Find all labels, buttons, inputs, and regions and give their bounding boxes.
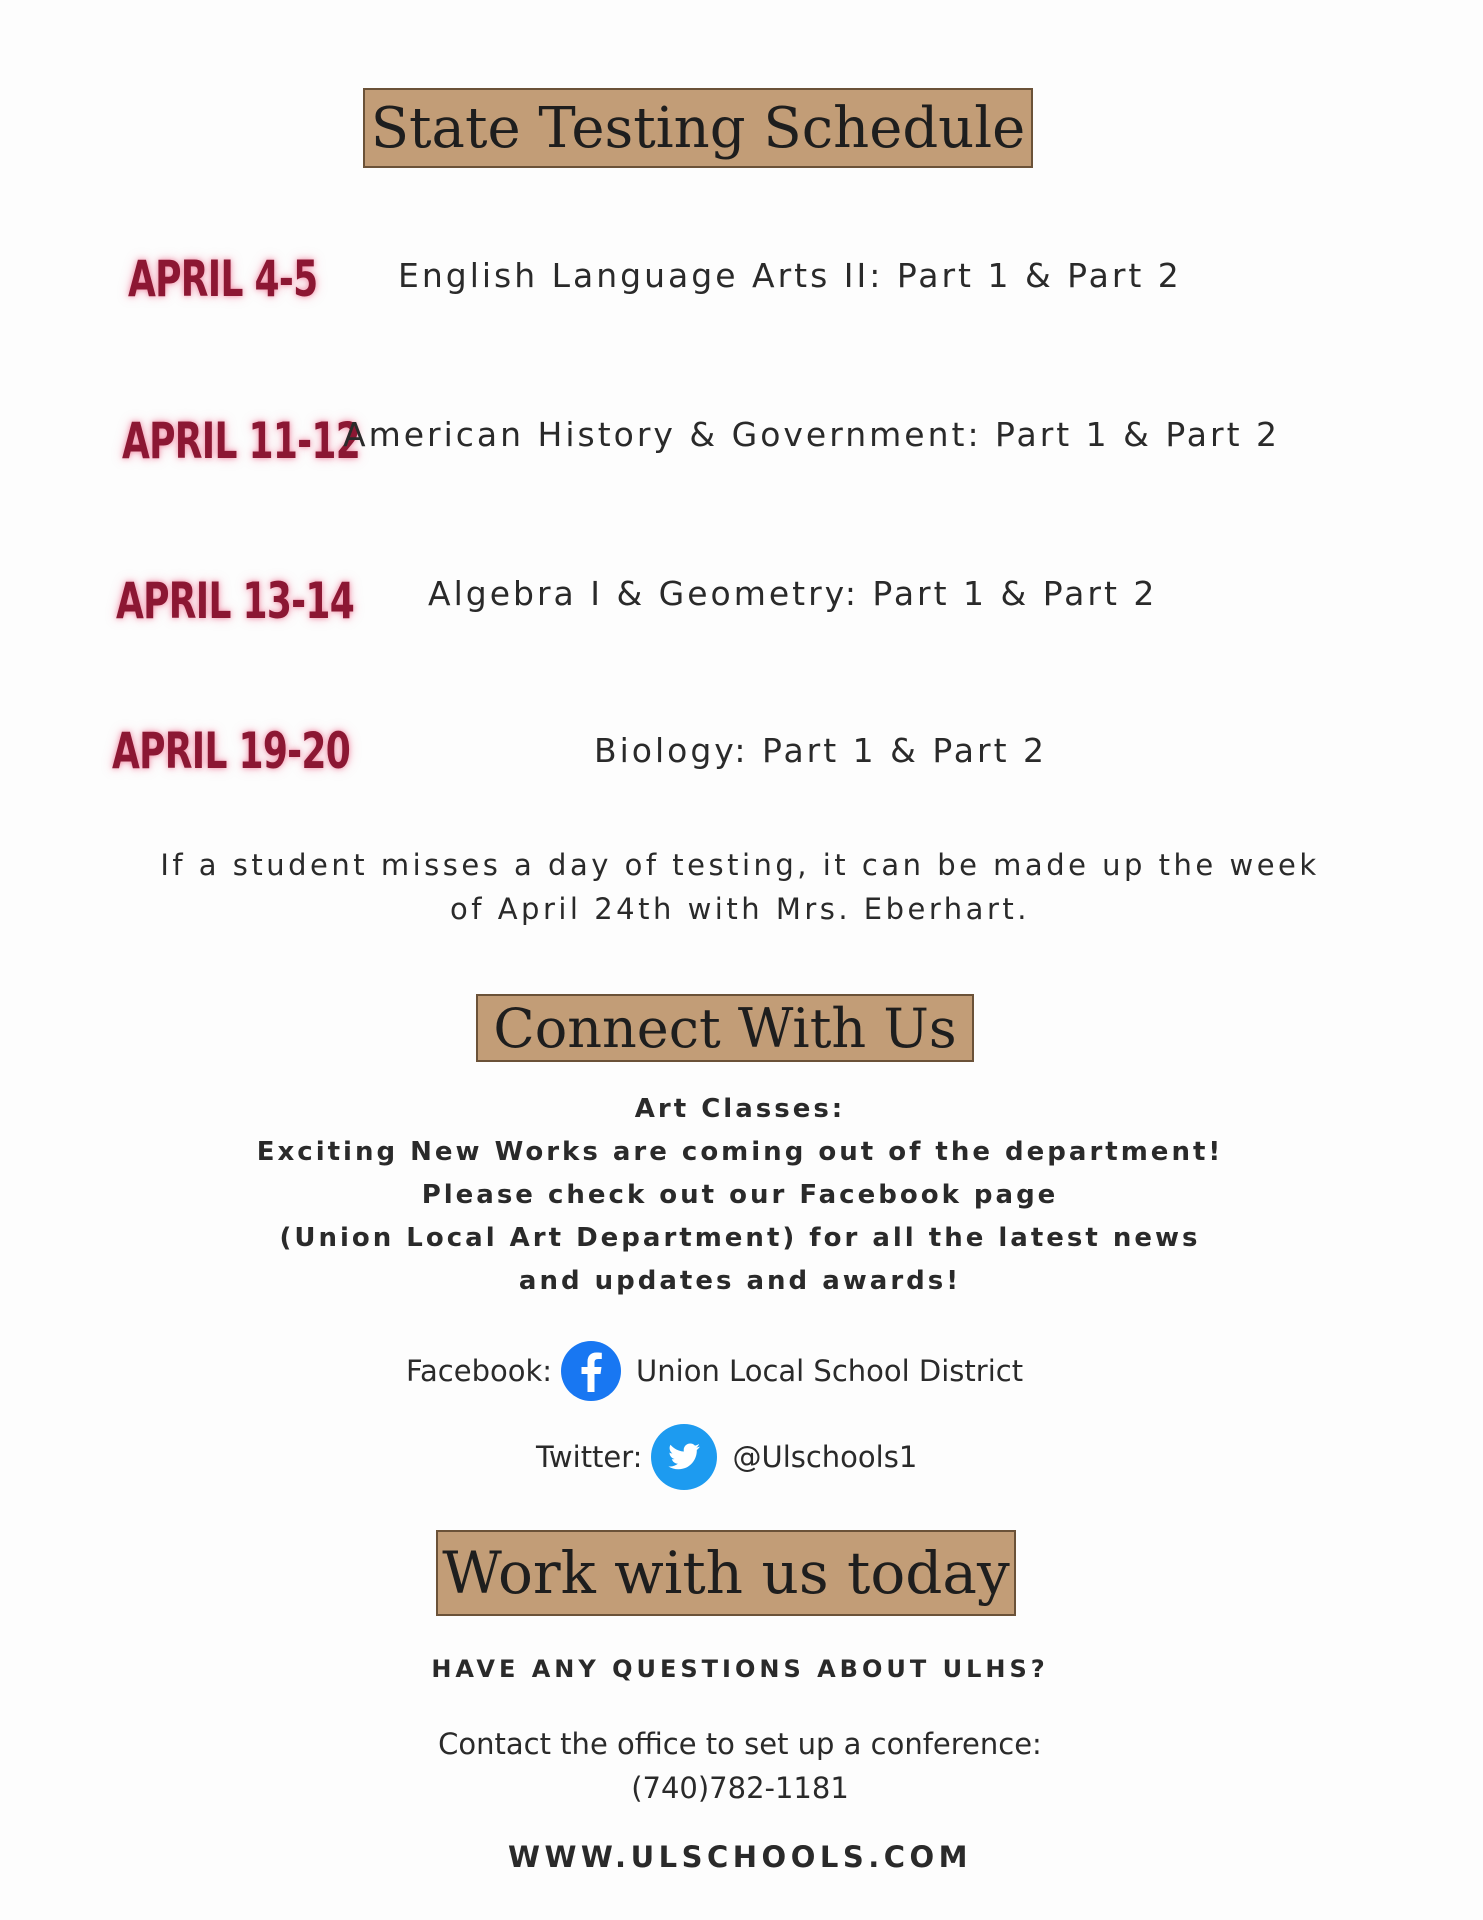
art-line: and updates and awards!: [518, 1266, 962, 1296]
banner-title: State Testing Schedule: [370, 95, 1026, 161]
schedule-date: APRIL 13-14: [116, 572, 355, 630]
twitter-row: [536, 1422, 917, 1492]
contact-line: Contact the office to set up a conference:: [438, 1727, 1042, 1761]
twitter-handle[interactable]: @Ulschools1: [732, 1440, 918, 1474]
twitter-label: Twitter:: [536, 1440, 643, 1474]
schedule-date: APRIL 11-12: [122, 412, 361, 470]
art-classes-section: [200, 1088, 1280, 1303]
banner-title: Work with us today: [442, 1539, 1010, 1607]
schedule-subject: English Language Arts II: Part 1 & Part 2: [398, 256, 1182, 295]
art-line: Art Classes:: [634, 1094, 846, 1124]
contact-info: [200, 1722, 1280, 1810]
website-link[interactable]: WWW.ULSCHOOLS.COM: [507, 1840, 973, 1874]
art-line: (Union Local Art Department) for all the latest news: [279, 1223, 1201, 1253]
schedule-subject: Biology: Part 1 & Part 2: [594, 731, 1048, 770]
connect-with-us-banner: [476, 994, 974, 1062]
schedule-date: APRIL 19-20: [112, 722, 351, 780]
schedule-subject: American History & Government: Part 1 & Part 2: [343, 415, 1281, 454]
state-testing-schedule-banner: [363, 88, 1033, 168]
art-line: Exciting New Works are coming out of the department!: [256, 1137, 1224, 1167]
schedule-subject: Algebra I & Geometry: Part 1 & Part 2: [428, 574, 1158, 613]
makeup-note-line: of April 24th with Mrs. Eberhart.: [450, 892, 1030, 926]
work-with-us-banner: [436, 1530, 1016, 1616]
makeup-note-line: If a student misses a day of testing, it can be made up the week: [160, 848, 1320, 882]
questions-heading: HAVE ANY QUESTIONS ABOUT ULHS?: [431, 1655, 1049, 1683]
banner-title: Connect With Us: [493, 996, 957, 1060]
facebook-icon[interactable]: [560, 1340, 622, 1402]
facebook-label: Facebook:: [406, 1354, 553, 1388]
twitter-icon[interactable]: [650, 1423, 718, 1491]
facebook-value[interactable]: Union Local School District: [636, 1354, 1024, 1388]
schedule-date: APRIL 4-5: [128, 250, 318, 308]
facebook-row: [406, 1338, 1023, 1404]
phone-number[interactable]: (740)782-1181: [631, 1771, 849, 1805]
makeup-note: [80, 843, 1400, 931]
art-line: Please check out our Facebook page: [421, 1180, 1059, 1210]
